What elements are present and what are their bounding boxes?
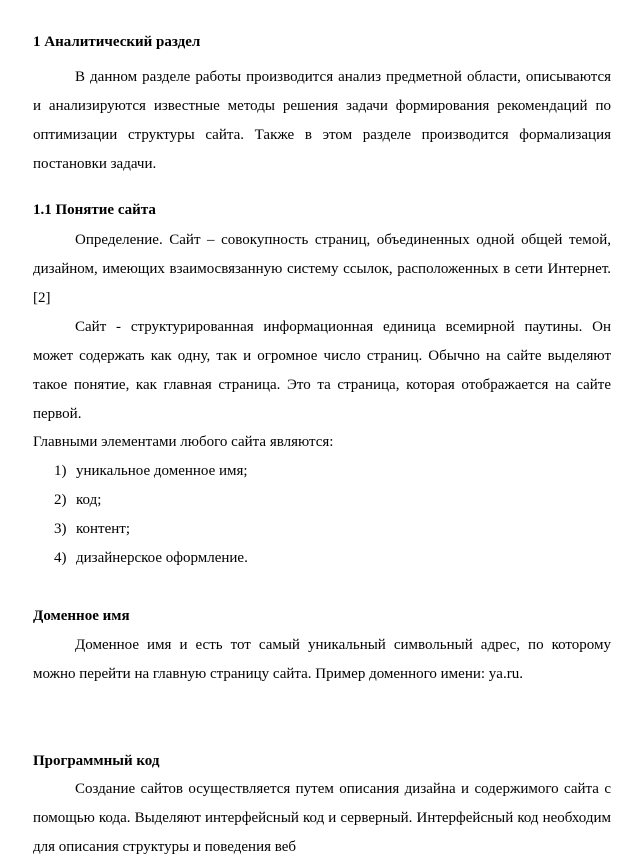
site-paragraph: Сайт - структурированная информационная единица всемирной паутины. Он может содержать как одну, так и огромное число страниц. Обычно на сайте выделяют такое понятие, как главная страница. Это та страница, которая отображается на сайте первой. xyxy=(33,319,611,422)
list-item-text: дизайнерское оформление. xyxy=(76,550,248,566)
list-item-number: 4) xyxy=(54,550,67,566)
list-item-number: 1) xyxy=(54,463,67,479)
subsection-title: 1.1 Понятие сайта xyxy=(33,202,156,218)
code-heading: Программный код xyxy=(33,753,160,769)
list-item-number: 2) xyxy=(54,492,67,508)
list-item-text: контент; xyxy=(76,521,131,537)
code-paragraph: Создание сайтов осуществляется путем описания дизайна и содержимого сайта с помощью кода. Выделяют интерфейсный код и серверный. Интерфейсный код необходим для описания структуры и поведения веб xyxy=(33,781,611,855)
list-item xyxy=(54,486,248,515)
list-item-text: код; xyxy=(76,492,102,508)
elements-list xyxy=(54,457,248,573)
intro-paragraph: В данном разделе работы производится анализ предметной области, описываются и анализируются известные методы решения задачи формирования рекомендаций по оптимизации структуры сайта. Также в этом разделе производится формализация постановки задачи. xyxy=(33,69,611,172)
definition-paragraph: Определение. Сайт – совокупность страниц, объединенных одной общей темой, дизайном, имеющих взаимосвязанную систему ссылок, расположенных в сети Интернет.[2] xyxy=(33,232,611,306)
list-item xyxy=(54,515,248,544)
elements-intro: Главными элементами любого сайта являются: xyxy=(33,434,334,450)
list-item-number: 3) xyxy=(54,521,67,537)
section-title: 1 Аналитический раздел xyxy=(33,34,201,50)
list-item-text: уникальное доменное имя; xyxy=(76,463,248,479)
domain-heading: Доменное имя xyxy=(33,608,130,624)
list-item xyxy=(54,544,248,573)
list-item xyxy=(54,457,248,486)
domain-paragraph: Доменное имя и есть тот самый уникальный символьный адрес, по которому можно перейти на главную страницу сайта. Пример доменного имени: ya.ru. xyxy=(33,637,611,682)
